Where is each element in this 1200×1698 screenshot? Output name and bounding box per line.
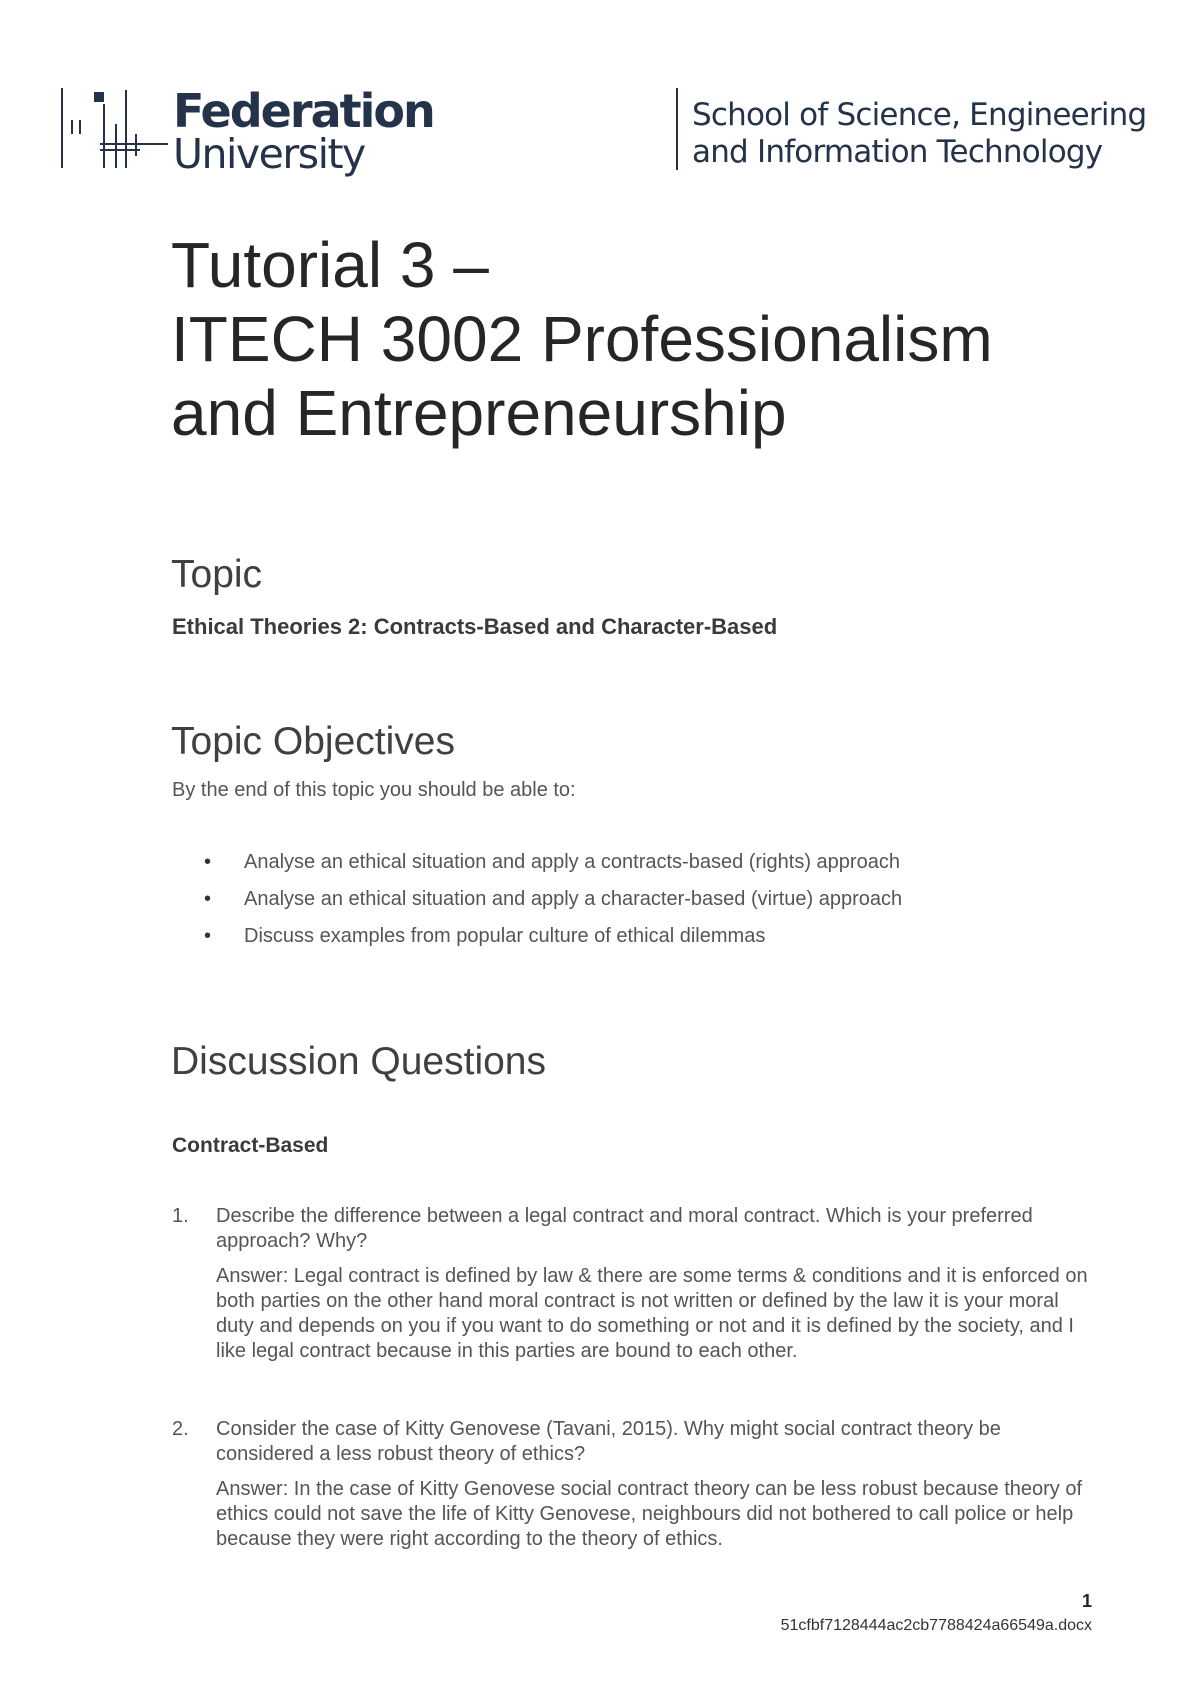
school-name-line2: and Information Technology (692, 134, 1103, 170)
answer-text: Answer: In the case of Kitty Genovese social contract theory can be less robust because theory of ethics could not save the life of Kitty Genovese, neighbours did not bothered to call police or help because they were right according to the theory of ethics. (216, 1478, 1083, 1550)
school-name-line1: School of Science, Engineering (692, 97, 1147, 133)
logo-line-federation: Federation (173, 84, 434, 138)
school-name (692, 97, 1146, 171)
topic-heading: Topic (171, 553, 263, 596)
logo-line-university: University (173, 130, 365, 178)
title-line1: Tutorial 3 – (171, 229, 489, 301)
university-wordmark (173, 84, 434, 178)
objectives-intro: By the end of this topic you should be able to: (172, 779, 576, 801)
question-number: 2. (172, 1418, 189, 1440)
title-line3: and Entrepreneurship (171, 377, 787, 449)
title-line2: ITECH 3002 Professionalism (171, 303, 993, 375)
question-text: Consider the case of Kitty Genovese (Tavani, 2015). Why might social contract theory be considered a less robust theory of ethics? (216, 1418, 1001, 1465)
question-1 (172, 1204, 1092, 1364)
topic-subtitle: Ethical Theories 2: Contracts-Based and Character-Based (172, 614, 778, 639)
page-number: 1 (1081, 1591, 1092, 1611)
question-2 (172, 1417, 1092, 1552)
document-filename: 51cfbf7128444ac2cb7788424a66549a.docx (780, 1617, 1092, 1634)
header-divider (676, 88, 678, 170)
objectives-list (172, 850, 902, 961)
question-number: 1. (172, 1205, 189, 1227)
contract-based-subheading: Contract-Based (172, 1134, 329, 1157)
discussion-heading: Discussion Questions (171, 1040, 546, 1083)
federation-university-logo-icon (60, 84, 168, 172)
list-item: • Discuss examples from popular culture of ethical dilemmas (172, 924, 902, 961)
list-item: • Analyse an ethical situation and apply a character-based (virtue) approach (172, 887, 902, 924)
list-item: • Analyse an ethical situation and apply a contracts-based (rights) approach (172, 850, 902, 887)
question-text: Describe the difference between a legal contract and moral contract. Which is your preferred approach? Why? (216, 1205, 1033, 1252)
answer-text: Answer: Legal contract is defined by law & there are some terms & conditions and it is enforced on both parties on the other hand moral contract is not written or defined by the law it is your moral duty and depends on you if you want to do something or not and it is defined by the society, and I like legal contract because in this parties are bound to each other. (216, 1265, 1088, 1362)
objectives-heading: Topic Objectives (171, 720, 455, 763)
document-title (171, 228, 993, 450)
